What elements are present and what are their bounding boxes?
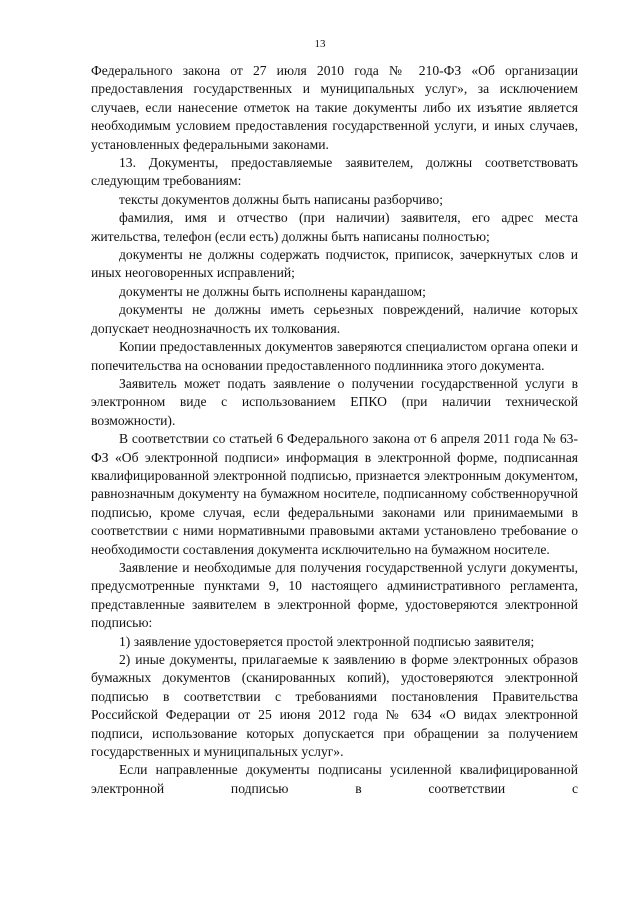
- paragraph: тексты документов должны быть написаны разборчиво;: [119, 191, 443, 207]
- paragraph: 13. Документы, предоставляемые заявителем, должны соответствовать следующим требованиям:: [91, 155, 582, 189]
- paragraph: 2) иные документы, прилагаемые к заявлению в форме электронных образов бумажных документов (сканированных копий), удостоверяются электронной подписью в соответствии с требованиями постановления Правительства Российской Федерации от 25 июня 2012 года № 634 «О видах электронной подписи, использование которых допускается при обращении за получением государственных и муниципальных услуг».: [91, 652, 582, 760]
- paragraph: документы не должны быть исполнены карандашом;: [119, 283, 426, 299]
- paragraph: Если направленные документы подписаны усиленной квалифицированной электронной подписью в соответствии с: [91, 762, 582, 796]
- body-text: [91, 62, 582, 798]
- paragraph: Федерального закона от 27 июля 2010 года № 210-ФЗ «Об организации предоставления государственных и муниципальных услуг», за исключением случаев, если нанесение отметок на такие документы либо их изъятие является необходимым условием предоставления государственной услуги, и иных случаев, установленных федеральными законами.: [91, 63, 582, 152]
- paragraph: В соответствии со статьей 6 Федерального закона от 6 апреля 2011 года № 63-ФЗ «Об электронной подписи» информация в электронной форме, подписанная квалифицированной электронной подписью, признается электронным документом, равнозначным документу на бумажном носителе, подписанному собственноручной подписью, кроме случая, если федеральными законами или принимаемыми в соответствии с ними нормативными правовыми актами установлено требование о необходимости составления документа исключительно на бумажном носителе.: [91, 431, 582, 557]
- paragraph: Копии предоставленных документов заверяются специалистом органа опеки и попечительства на основании предоставленного подлинника этого документа.: [91, 339, 582, 373]
- paragraph: Заявление и необходимые для получения государственной услуги документы, предусмотренные пунктами 9, 10 настоящего административного регламента, представленные заявителем в электронной форме, удостоверяются электронной подписью:: [91, 559, 582, 631]
- page-number: 13: [314, 38, 326, 50]
- paragraph: Заявитель может подать заявление о получении государственной услуги в электронном виде с использованием ЕПКО (при наличии технической возможности).: [91, 375, 582, 428]
- paragraph: документы не должны содержать подчисток, приписок, зачеркнутых слов и иных неоговоренных исправлений;: [91, 247, 582, 281]
- paragraph: 1) заявление удостоверяется простой электронной подписью заявителя;: [119, 633, 535, 649]
- paragraph: документы не должны иметь серьезных повреждений, наличие которых допускает неоднозначность их толкования.: [91, 302, 582, 336]
- paragraph: фамилия, имя и отчество (при наличии) заявителя, его адрес места жительства, телефон (если есть) должны быть написаны полностью;: [91, 210, 582, 244]
